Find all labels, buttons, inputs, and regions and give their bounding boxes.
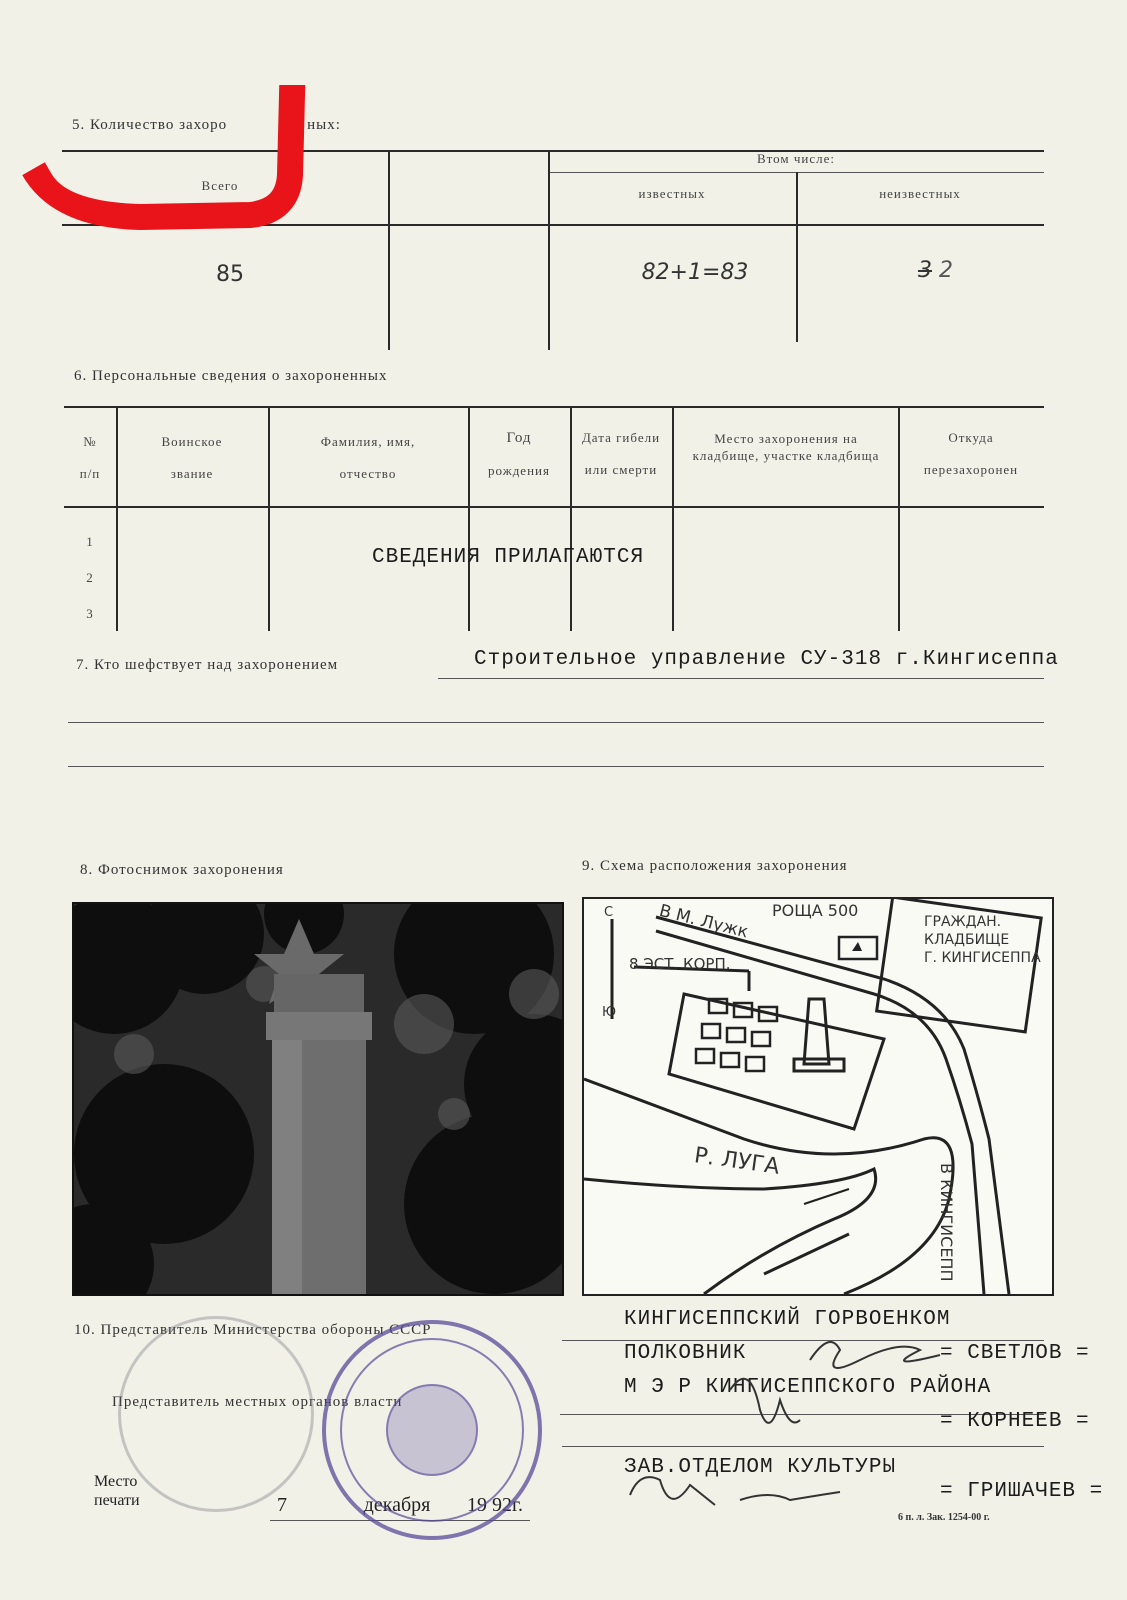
records-attached-note: СВЕДЕНИЯ ПРИЛАГАЮТСЯ (372, 546, 645, 569)
row-number: 3 (86, 606, 94, 621)
total-value: 85 (216, 262, 244, 287)
date-year: 92 (492, 1494, 512, 1516)
header-date: Дата гибели или смерти (581, 430, 661, 477)
section7-label: 7. Кто шефствует над захоронением (76, 657, 339, 673)
mo-name: = СВЕТЛОВ = (940, 1342, 1090, 1365)
section5-title: 5. Количество захоро ных: (72, 117, 341, 133)
header-name: Фамилия, имя, отчество (320, 434, 416, 481)
date-day: 7 (277, 1494, 287, 1516)
red-redaction-mark (20, 85, 310, 235)
mayor-name: = КОРНЕЕВ = (940, 1410, 1090, 1433)
row-number: 1 (86, 534, 94, 549)
culture-head-name: = ГРИШАЧЕВ = (940, 1480, 1104, 1503)
date-year-suffix: г. (512, 1494, 523, 1516)
col-known-header: известных (638, 186, 706, 201)
table5-col-divider (548, 150, 550, 350)
unknown-struck-value: 3 (918, 258, 932, 283)
col-total-header: Всего (201, 178, 239, 193)
header-rank: Воинское звание (161, 434, 223, 481)
unknown-value (918, 258, 953, 283)
scheme-south: Ю (602, 1005, 617, 1020)
date-month: декабря (363, 1494, 431, 1516)
header-num: № п/п (79, 434, 101, 481)
mo-organization: КИНГИСЕППСКИЙ ГОРВОЕНКОМ (624, 1308, 951, 1331)
scheme-river-label: Р. ЛУГА (692, 1143, 781, 1180)
unknown-corrected-value: 2 (939, 258, 953, 283)
monument-photo-image (74, 904, 562, 1294)
burial-photo (72, 902, 564, 1296)
mo-rank: ПОЛКОВНИК (624, 1342, 747, 1365)
section9-title: 9. Схема расположения захоронения (582, 858, 848, 874)
header-place: Место захоронения на кладбище, участке кладбища (692, 431, 880, 463)
col-including-header: Втом числе: (756, 151, 836, 166)
faded-round-stamp (118, 1316, 314, 1512)
signatures (620, 1320, 980, 1520)
patron-underline (438, 678, 1044, 679)
section8-title: 8. Фотоснимок захоронения (80, 862, 284, 878)
section6-title: 6. Персональные сведения о захороненных (74, 368, 388, 384)
table6-col-divider (672, 406, 674, 631)
date-year-prefix: 19 (467, 1494, 487, 1516)
patron-value: Строительное управление СУ-318 г.Кингисеппа (474, 648, 1059, 671)
scheme-cemetery-label: ГРАЖДАН. КЛАДБИЩЕ Г. КИНГИСЕППА (924, 914, 1041, 966)
scheme-direction-label: В КИНГИСЕПП (937, 1163, 956, 1282)
known-value: 82+1=83 (641, 260, 749, 285)
blank-line (68, 766, 1044, 767)
row-number: 2 (86, 570, 94, 585)
mayor-title: М Э Р КИНГИСЕППСКОГО РАЙОНА (624, 1376, 992, 1399)
table6-header-rule (64, 506, 1044, 508)
table5-col-divider (388, 150, 390, 350)
blank-line (68, 722, 1044, 723)
scheme-grove-label: РОЩА 500 (772, 901, 859, 920)
city-council-seal (322, 1320, 542, 1540)
header-from: Откуда перезахоронен (923, 430, 1019, 477)
local-authority-label: Представитель местных органов власти (112, 1394, 403, 1410)
culture-head-title: ЗАВ.ОТДЕЛОМ КУЛЬТУРЫ (624, 1456, 897, 1479)
table6-top-rule (64, 406, 1044, 408)
header-year: Год рождения (488, 430, 550, 478)
seal-place-label: Место печати (94, 1473, 140, 1509)
scheme-road-label: В М. Лужк (657, 901, 751, 943)
seal-emblem (386, 1384, 478, 1476)
section10-label: 10. Представитель Министерства обороны СССР (74, 1322, 432, 1338)
print-note: 6 п. л. Зак. 1254-00 г. (898, 1512, 990, 1523)
location-scheme (582, 897, 1054, 1296)
col-unknown-header: неизвестных (879, 186, 961, 201)
scheme-north: С (604, 905, 614, 920)
scheme-corps-label: 8 ЭСТ. КОРП. (629, 955, 731, 973)
